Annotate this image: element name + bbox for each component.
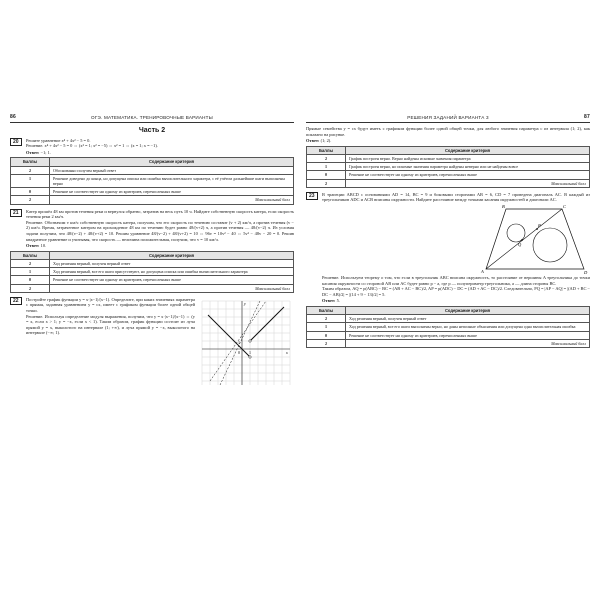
table-row: 2 Ход решения верный, получен верный ответ [11, 259, 294, 267]
table-row: 1 Ход решения верный, все его шаги присутствуют, но допущена описка или ошибка вычислительного характера [11, 268, 294, 276]
left-running-header [10, 112, 294, 123]
task-solution-2: Таким образом, AQ = p(ABC) − BC = (AB + AC − BC)/2, AP = p(ADC) − DC = (AD + AC − DC)/2. Следовательно, PQ = |AP − AQ| = |(AD + BC − DC − AB)/2| = |(14 + 9 − 13)/2| = 5. [322, 286, 590, 297]
right-header-title: РЕШЕНИЯ ЗАДАНИЙ ВАРИАНТА 3 [407, 114, 489, 120]
table-row: 2 Максимальный балл [307, 179, 590, 187]
x-axis-label: x [286, 349, 288, 355]
task-text: Решите уравнение x⁴ + 4x² − 5 = 0. [26, 137, 91, 143]
unit-x-label: 1 [249, 349, 251, 355]
task-answer: Ответ: −1; 1. [26, 149, 51, 155]
criteria-table-21: Баллы Содержание критерия 2 Ход решения верный, получен верный ответ 1 Ход решения верный, все его шаги присутствуют, но допущена описка или ошибка вычислительного характера 0 Решение не соответствует ни одному из критериев, перечисленных выше 2 Максимальный балл [10, 251, 294, 293]
task22-continuation: Прямые семейства y = cx будут иметь с графиком функции более одной общей точки, для любого значения параметра c из интервала (1; 2), как показано на рисунке. [306, 126, 590, 137]
origin-label: 0 [238, 349, 240, 355]
part-title: Часть 2 [138, 127, 166, 134]
task-answer: Ответ: 5. [322, 298, 340, 304]
task-solution: Решение. x⁴ + 4x² − 5 = 0 ⇔ (x² = 1; x² = −5) ⇔ x² = 1 ⇔ (x = 1; x = −1). [26, 143, 158, 149]
criteria-table-20 [10, 157, 294, 204]
y-axis-label: y [244, 300, 246, 306]
trapezoid-abcd [486, 209, 584, 269]
diagonal-ac [486, 209, 562, 269]
unit-y-label: 1 [238, 339, 240, 345]
score-header: Баллы [11, 158, 50, 166]
table-row: 0 Решение не соответствует ни одному из критериев, перечисленных выше [307, 171, 590, 179]
task-text: Катер прошёл 48 км против течения реки и вернулся обратно, затратив на весь путь 10 ч. Найдите собственную скорость катера, если скорость течения реки 2 км/ч. [26, 208, 294, 220]
task-text: В трапеции ABCD с основаниями AD = 14, BC = 9 и боковыми сторонами AB = 6, CD = 7 проведена диагональ AC. В каждый из треугольников ADC и ACB вписаны окружности. Найдите расстояние между точками касания окружностей и диагонали AC. [322, 191, 590, 203]
left-header-title: ОГЭ. МАТЕМАТИКА. ТРЕНИРОВОЧНЫЕ ВАРИАНТЫ [91, 114, 213, 120]
table-row: 1 График построен верно, но искомые значения параметра найдены неверно или не найдены вовсе [307, 163, 590, 171]
table-row: 1 Ход решения верный, все его шаги выполнены верно, но даны неполные объяснения или допущена одна вычислительная ошибка [307, 323, 590, 331]
hole-point-1 [249, 340, 251, 342]
right-running-header [306, 112, 590, 123]
hole-point-2 [249, 356, 251, 358]
left-page-number: 86 [10, 114, 16, 120]
table-row: 1 Решение доведено до конца, но допущена описка или ошибка вычислительного характера, с её учётом дальнейшие шаги выполнены верно [11, 174, 294, 187]
label-c: C [563, 203, 567, 209]
task-solution: Решение. Используем теорему о том, что если в треугольник ABC вписана окружность, то расстояние от вершины A треугольника до точки касания окружности со стороной AB или AC будет равно p − a, где p — полупериметр треугольника, a — длина стороны BC. [322, 274, 590, 286]
table-row: 0 Решение не соответствует ни одному из критериев, перечисленных выше [11, 276, 294, 284]
task-answer: Ответ: 10. [26, 243, 47, 249]
criteria-table-23: Баллы Содержание критерия 2 Ход решения верный, получен верный ответ 1 Ход решения верный, все его шаги выполнены верно, но даны неполные объяснения или допущена одна вычислительная ошибка 0 Решение не соответствует ни одному из критериев, перечисленных выше 2 Максимальный балл [306, 306, 590, 348]
left-page [10, 112, 294, 552]
task-21 [10, 209, 294, 249]
table-row: 2 Максимальный балл [11, 196, 294, 204]
task-text: Постройте график функции y = x·|x−1|/(x−1). Определите, при каких значениях параметра c прямая, заданная уравнением y = cx, имеет с графиком функции более одной общей точки. [26, 296, 195, 313]
task-answer: Ответ: (1; 2). [306, 138, 332, 144]
label-b: B [502, 203, 505, 209]
task-number: 23 [306, 192, 318, 200]
function-graph [198, 297, 294, 389]
table-row: 0 Решение не соответствует ни одному из критериев, перечисленных выше [307, 331, 590, 339]
trapezoid-figure [480, 203, 590, 275]
task-number: 22 [10, 297, 22, 305]
task-number: 21 [10, 209, 22, 217]
label-d: D [584, 269, 588, 275]
right-page-number: 87 [584, 114, 590, 120]
table-row: 2 Ход решения верный, получен верный ответ [307, 315, 590, 323]
table-row: 2 Максимальный балл [11, 284, 294, 292]
right-page [306, 112, 590, 552]
task-23 [306, 192, 590, 304]
ray-y-equals-minus-x [208, 315, 250, 357]
content-header: Содержание критерия [50, 158, 294, 166]
criteria-table-22: Баллы Содержание критерия 2 График построен верно. Верно найдены искомые значения параметра 1 График построен верно, но искомые значения параметра найдены неверно или не найдены вовсе 0 Решение не соответствует ни одному из критериев, перечисленных выше 2 Максимальный балл [306, 146, 590, 188]
label-q: Q [518, 241, 522, 247]
task-number: 20 [10, 138, 22, 146]
ray-y-equals-x [250, 307, 284, 341]
task-solution: Решение. Обозначим v км/ч собственную скорость катера, получим, что его скорость по течению составит (v + 2) км/ч, а против течения (v − 2) км/ч. Время, затраченное катером на прохождение 48 км по течению будет равно 48/(v+2) ч, а против течения — 48/(v−2) ч. Из условия задачи получим, что 48/(v−2) + 48/(v+2) = 10. Решим уравнение 48/(v−2) + 48/(v+2) = 10 ⇔ 96v = 10v² − 40 ⇔ 5v² − 48v − 20 = 0. Решив квадратное уравнение и учитывая, что скорость — величина положительная, получим, что v = 10 км/ч. [26, 219, 294, 242]
task-20 [10, 138, 294, 156]
table-row: 2 Максимальный балл [307, 339, 590, 347]
tangent-point-q [521, 239, 523, 241]
incircle-adc [533, 228, 567, 262]
tangent-point-p [536, 228, 538, 230]
label-p: P [538, 222, 541, 228]
label-a: A [481, 268, 484, 274]
task-22 [10, 297, 294, 391]
task-solution: Решение. Используя определение модуля выражения, получим, что y = x·|x−1|/(x−1) ⇔ (y = x, если x > 1; y = −x, если x < 1). Таким образом, график функции состоит из луча прямой y = x, выколотого на интервале (1; +∞), и луча прямой y = −x, выколотого на интервале (−∞; 1). [26, 313, 195, 336]
table-row: 0 Решение не соответствует ни одному из критериев, перечисленных выше [11, 188, 294, 196]
table-row: 2 Обоснованно получен верный ответ [11, 166, 294, 174]
table-row: 2 График построен верно. Верно найдены искомые значения параметра [307, 154, 590, 162]
